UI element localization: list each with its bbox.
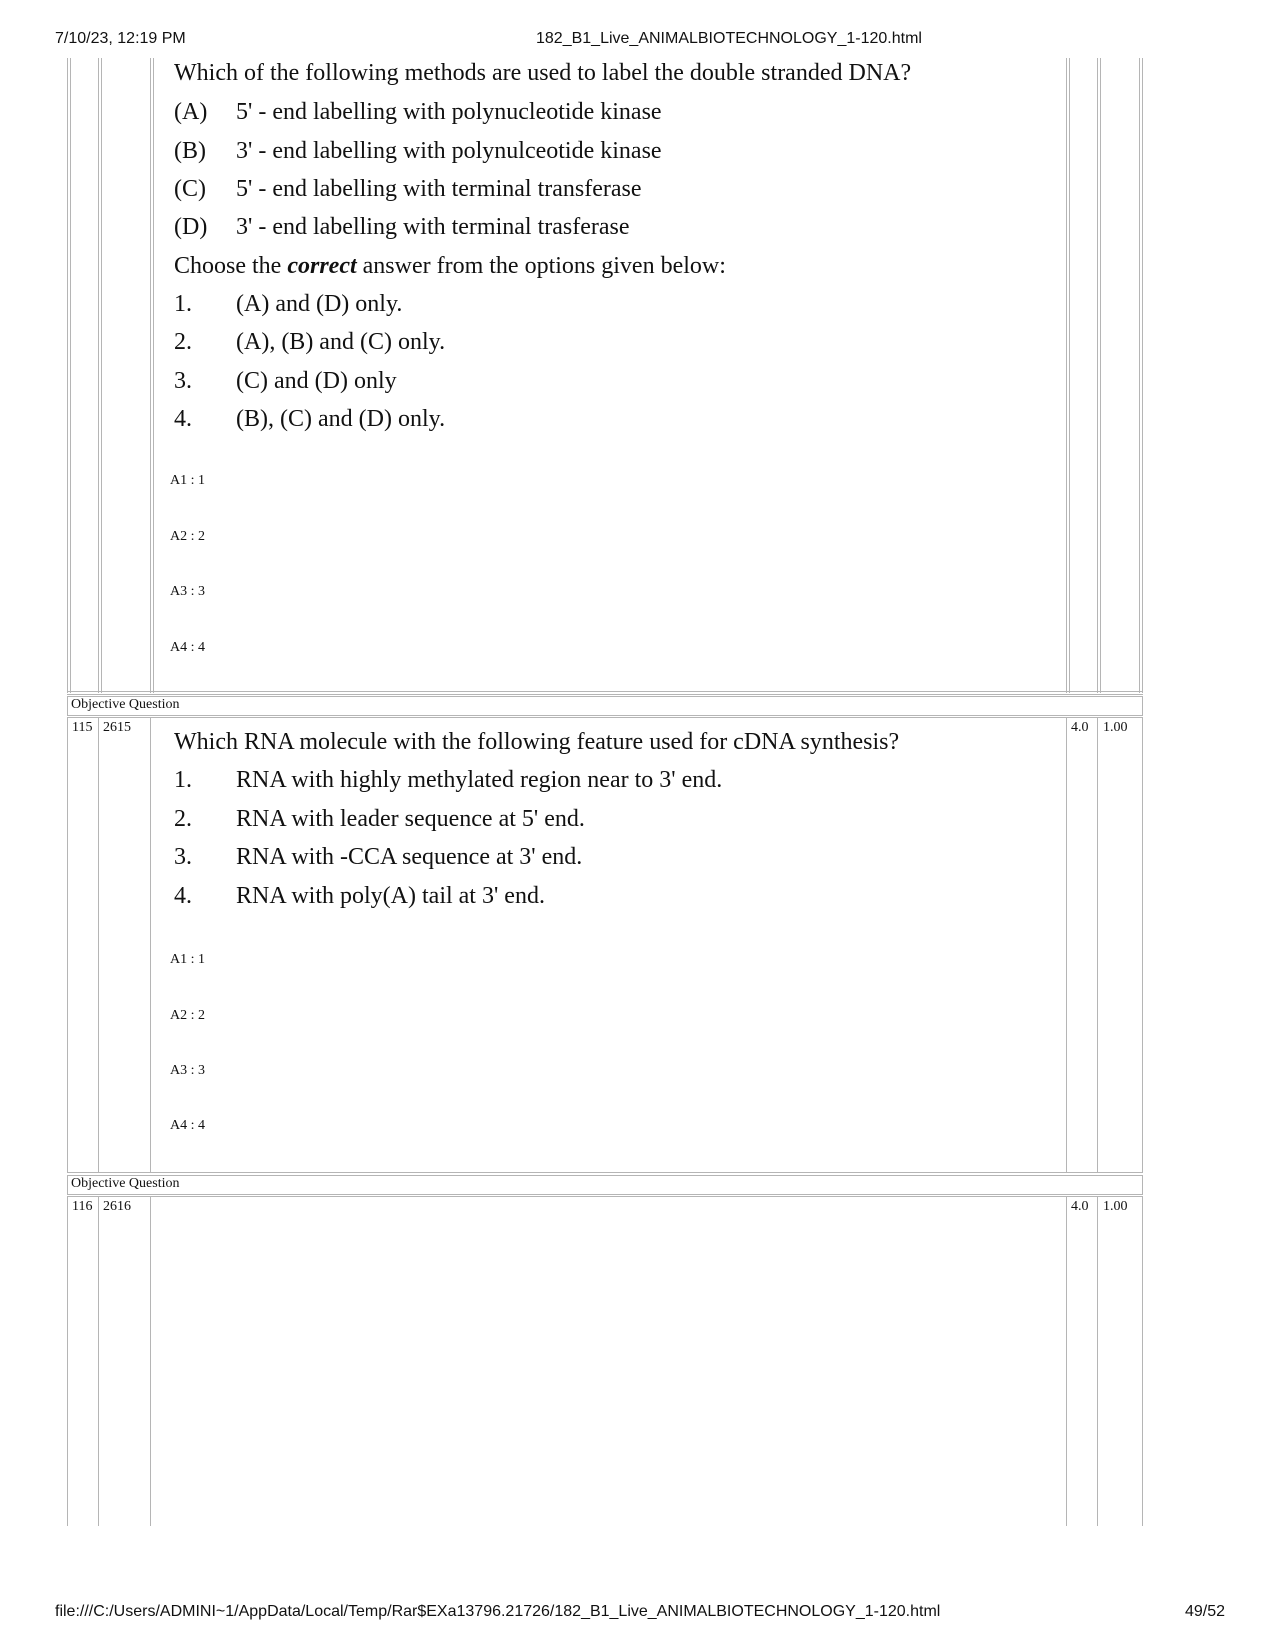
- statement-c: (C) 5' - end labelling with terminal transferase: [174, 176, 642, 202]
- question-marks: 4.0: [1071, 720, 1089, 735]
- answer-a1: A1 : 1: [170, 473, 205, 488]
- option-3: 3. (C) and (D) only: [174, 368, 397, 394]
- question-id: 2615: [103, 720, 131, 735]
- question-type-label: Objective Question: [71, 1176, 180, 1191]
- page-number: 49/52: [1185, 1603, 1226, 1620]
- question-115-text: Which RNA molecule with the following feature used for cDNA synthesis?: [174, 729, 900, 755]
- option-1: 1. (A) and (D) only.: [174, 291, 403, 317]
- answer-a2: A2 : 2: [170, 529, 205, 544]
- option-4: 4. (B), (C) and (D) only.: [174, 406, 446, 432]
- print-file-path: file:///C:/Users/ADMINI~1/AppData/Local/Temp/Rar$EXa13796.21726/182_B1_Live_ANIMALBIOTECHNOLOGY_1-120.html: [55, 1603, 941, 1620]
- statement-a: (A) 5' - end labelling with polynucleotide kinase: [174, 99, 662, 125]
- question-id: 2616: [103, 1199, 131, 1214]
- option-1: 1. RNA with highly methylated region near to 3' end.: [174, 767, 723, 793]
- answer-a2: A2 : 2: [170, 1008, 205, 1023]
- answer-a3: A3 : 3: [170, 584, 205, 599]
- option-3: 3. RNA with -CCA sequence at 3' end.: [174, 844, 583, 870]
- question-marks: 4.0: [1071, 1199, 1089, 1214]
- option-4: 4. RNA with poly(A) tail at 3' end.: [174, 883, 545, 909]
- question-type-label: Objective Question: [71, 697, 180, 712]
- print-datetime: 7/10/23, 12:19 PM: [55, 30, 186, 47]
- answer-a3: A3 : 3: [170, 1063, 205, 1078]
- question-number: 115: [72, 720, 93, 735]
- answer-a1: A1 : 1: [170, 952, 205, 967]
- print-title: 182_B1_Live_ANIMALBIOTECHNOLOGY_1-120.html: [536, 30, 922, 47]
- question-114-text: Which of the following methods are used to label the double stranded DNA?: [174, 60, 912, 86]
- choose-instruction: Choose the correct answer from the options given below:: [174, 253, 726, 279]
- statement-d: (D) 3' - end labelling with terminal trasferase: [174, 214, 630, 240]
- question-number: 116: [72, 1199, 93, 1214]
- answer-a4: A4 : 4: [170, 1118, 205, 1133]
- statement-b: (B) 3' - end labelling with polynulceotide kinase: [174, 138, 662, 164]
- answer-a4: A4 : 4: [170, 640, 205, 655]
- negative-marks: 1.00: [1103, 720, 1128, 735]
- option-2: 2. RNA with leader sequence at 5' end.: [174, 806, 585, 832]
- negative-marks: 1.00: [1103, 1199, 1128, 1214]
- option-2: 2. (A), (B) and (C) only.: [174, 329, 446, 355]
